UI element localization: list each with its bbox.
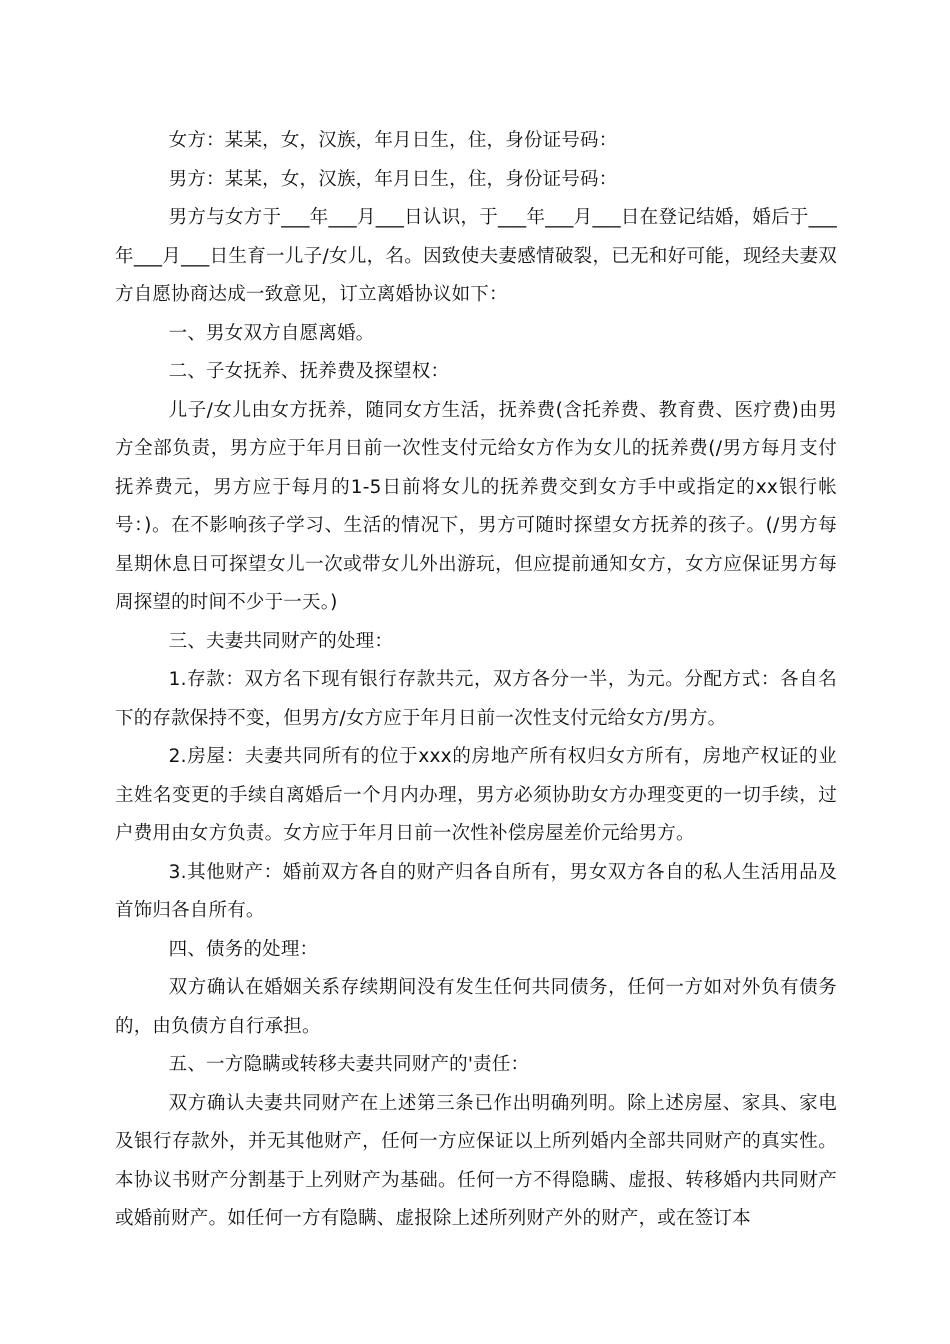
other-property-paragraph: 3.其他财产：婚前双方各自的财产归各自所有，男女双方各自的私人生活用品及首饰归各自所有。 [115, 861, 837, 921]
intro-paragraph: 男方与女方于___年___月___日认识，于___年___月___日在登记结婚，婚后于___年___月___日生育一儿子/女儿，名。因致使夫妻感情破裂，已无和好可能，现经夫妻双方自愿协商达成一致意见，订立离婚协议如下： [115, 207, 837, 305]
savings-paragraph: 1.存款：双方名下现有银行存款共元，双方各分一半，为元。分配方式：各自名下的存款保持不变，但男方/女方应于年月日前一次性支付元给女方/男方。 [115, 669, 837, 729]
party-female: 女方：某某，女，汉族，年月日生，住，身份证号码： [168, 130, 618, 151]
housing-paragraph: 2.房屋：夫妻共同所有的位于xxx的房地产所有权归女方所有，房地产权证的业主姓名变更的手续自离婚后一个月内办理，男方必须协助女方办理变更的一切手续，过户费用由女方负责。女方应于年月日前一次性补偿房屋差价元给男方。 [115, 746, 837, 844]
section-heading-2: 二、子女抚养、抚养费及探望权： [168, 361, 450, 382]
party-male: 男方：某某，女，汉族，年月日生，住，身份证号码： [168, 168, 618, 190]
section-heading-5: 五、一方隐瞒或转移夫妻共同财产的'责任： [168, 1054, 530, 1075]
section-heading-4: 四、债务的处理： [168, 938, 319, 960]
document-body [115, 122, 837, 1239]
debt-paragraph: 双方确认在婚姻关系存续期间没有发生任何共同债务，任何一方如对外负有债务的，由负债方自行承担。 [115, 977, 837, 1037]
concealment-paragraph: 双方确认夫妻共同财产在上述第三条已作出明确列明。除上述房屋、家具、家电及银行存款外，并无其他财产，任何一方应保证以上所列婚内全部共同财产的真实性。本协议书财产分割基于上列财产为基础。任何一方不得隐瞒、虚报、转移婚内共同财产或婚前财产。如任何一方有隐瞒、虚报除上述所列财产外的财产，或在签订本 [115, 1092, 837, 1229]
section-heading-1: 一、男女双方自愿离婚。 [168, 322, 375, 344]
section-heading-3: 三、夫妻共同财产的处理： [168, 630, 394, 652]
child-custody-paragraph: 儿子/女儿由女方抚养，随同女方生活，抚养费(含托养费、教育费、医疗费)由男方全部负责，男方应于年月日前一次性支付元给女方作为女儿的抚养费(/男方每月支付抚养费元，男方应于每月的1-5日前将女儿的抚养费交到女方手中或指定的xx银行帐号：)。在不影响孩子学习、生活的情况下，男方可随时探望女方抚养的孩子。(/男方每星期休息日可探望女儿一次或带女儿外出游玩，但应提前通知女方，女方应保证男方每周探望的时间不少于一天。) [115, 399, 837, 613]
